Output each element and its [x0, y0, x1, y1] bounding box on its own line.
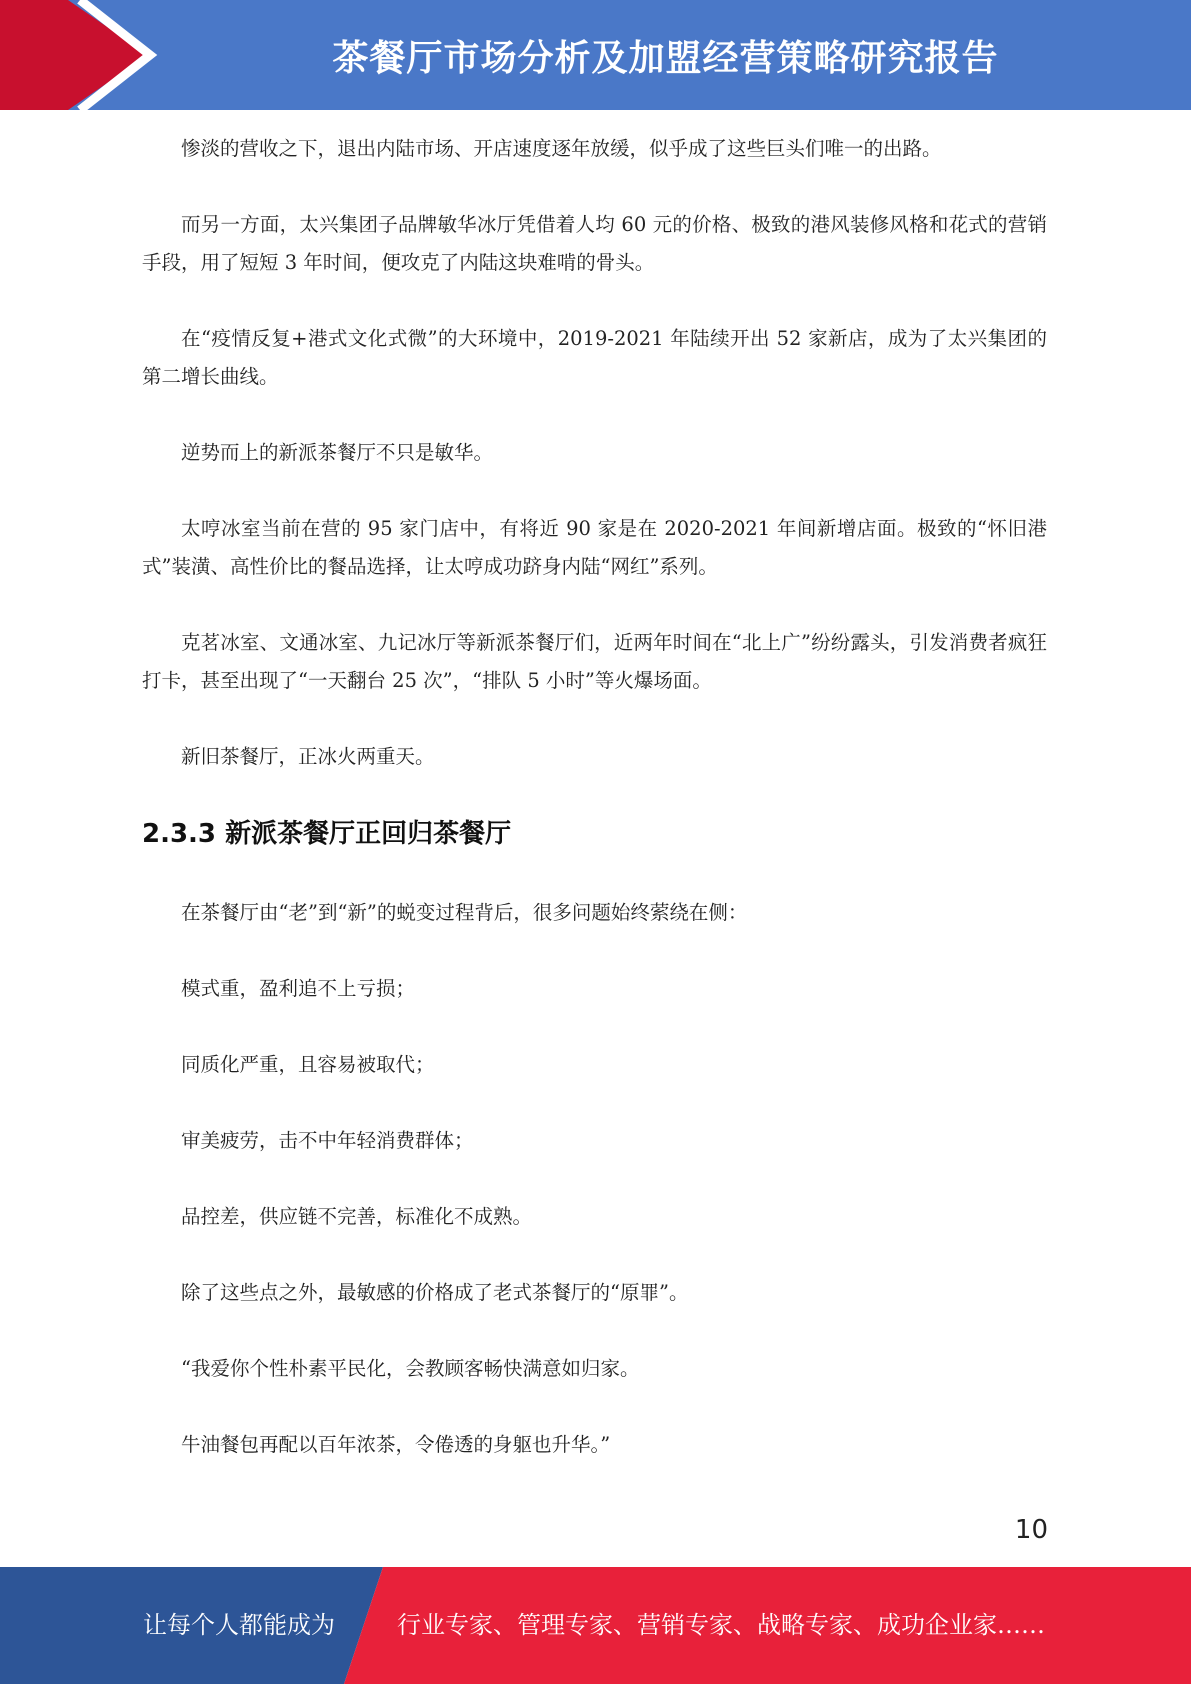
- list-item: 同质化严重，且容易被取代；: [181, 1053, 435, 1076]
- paragraph: 太哼冰室当前在营的 95 家门店中，有将近 90 家是在 2020-2021 年间新增店面。极致的“怀旧港式”装潢、高性价比的餐品选择，让太哼成功跻身内陆“网红”系列。: [142, 517, 1047, 578]
- paragraph: 除了这些点之外，最敏感的价格成了老式茶餐厅的“原罪”。: [181, 1281, 689, 1304]
- paragraph: 新旧茶餐厅，正冰火两重天。: [181, 745, 435, 768]
- paragraph: 而另一方面，太兴集团子品牌敏华冰厅凭借着人均 60 元的价格、极致的港风装修风格和花式的营销手段，用了短短 3 年时间，便攻克了内陆这块难啃的骨头。: [142, 213, 1047, 274]
- header-arrow-icon: [0, 0, 160, 110]
- page-header: [0, 0, 1191, 110]
- paragraph: 在茶餐厅由“老”到“新”的蜕变过程背后，很多问题始终萦绕在侧：: [181, 901, 748, 924]
- page-number: 10: [1014, 1515, 1048, 1545]
- paragraph: 惨淡的营收之下，退出内陆市场、开店速度逐年放缓，似乎成了这些巨头们唯一的出路。: [181, 137, 942, 160]
- document-body: [142, 130, 1047, 1502]
- paragraph: 逆势而上的新派茶餐厅不只是敏华。: [181, 441, 494, 464]
- paragraph: 在“疫情反复+港式文化式微”的大环境中，2019-2021 年陆续开出 52 家新店，成为了太兴集团的第二增长曲线。: [142, 327, 1047, 388]
- list-item: 品控差，供应链不完善，标准化不成熟。: [181, 1205, 533, 1228]
- list-item: 审美疲劳，击不中年轻消费群体；: [181, 1129, 474, 1152]
- list-item: 模式重，盈利追不上亏损；: [181, 977, 416, 1000]
- section-heading: 2.3.3 新派茶餐厅正回归茶餐厅: [142, 819, 512, 849]
- footer-slogan-left: 让每个人都能成为: [143, 1611, 335, 1639]
- page-footer: [0, 1567, 1191, 1684]
- report-title: 茶餐厅市场分析及加盟经营策略研究报告: [332, 37, 999, 79]
- quote-line: 牛油餐包再配以百年浓茶，令倦透的身躯也升华。”: [181, 1433, 611, 1456]
- quote-line: “我爱你个性朴素平民化，会教顾客畅快满意如归家。: [181, 1357, 640, 1380]
- footer-slogan-right: 行业专家、管理专家、营销专家、战略专家、成功企业家……: [397, 1611, 1045, 1639]
- paragraph: 克茗冰室、文通冰室、九记冰厅等新派茶餐厅们，近两年时间在“北上广”纷纷露头，引发消费者疯狂打卡，甚至出现了“一天翻台 25 次”，“排队 5 小时”等火爆场面。: [142, 631, 1047, 692]
